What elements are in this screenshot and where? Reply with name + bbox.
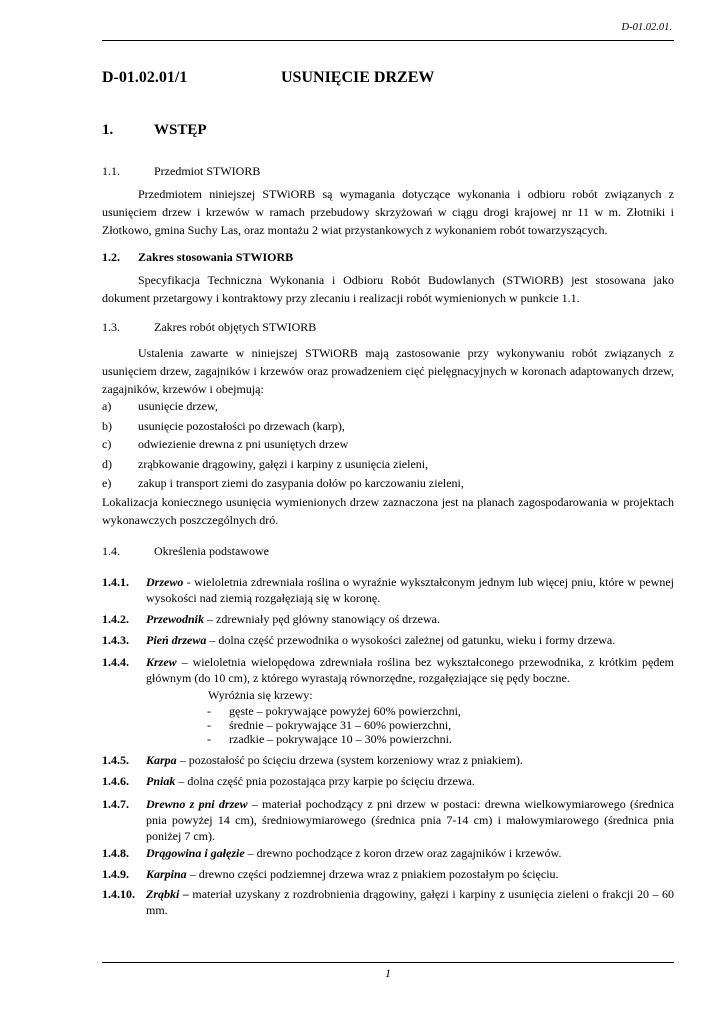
paragraph-location-note: Lokalizacja koniecznego usunięcia wymienionych drzew zaznaczona jest na planach zagospodarowania w projektach wykonawczych poszczególnych dró. [102,495,674,527]
section-number: 1. [102,122,114,138]
title-code: D-01.02.01/1 [102,69,188,86]
definition-1-4-9: 1.4.9. Karpina – drewno części podziemnej drzewa wraz z pniakiem pozostałym po ścięciu. [102,867,559,881]
header-rule [102,40,674,41]
subsection-title: Zakres stosowania STWIORB [138,250,294,264]
subsection-title: Określenia podstawowe [154,544,269,558]
paragraph-1-3: Ustalenia zawarte w niniejszej STWiORB mają zastosowanie przy wykonywaniu robót związanych z usunięciem drzew, zagajników i krzewów oraz prowadzeniem cięć pielęgnacyjnych w koronach adaptowanych drzew, zagajników, krzewów i obejmują: [102,346,674,396]
definition-1-4-1: 1.4.1. Drzewo - wieloletnia zdrewniała roślina o wyraźnie wykształconym jednym lub więcej pniu, które w pewnej wysokości nad ziemią rozgałęziają się w koronę. [102,575,674,605]
definition-1-4-3: 1.4.3. Pień drzewa – dolna część przewodnika o wysokości zależnej od gatunku, wieku i formy drzewa. [102,633,616,647]
definition-1-4-10: 1.4.10. Zrąbki – materiał uzyskany z rozdrobnienia drągowiny, gałęzi i karpiny z usunięcia zieleni o frakcji 20 – 60 mm. [102,887,674,917]
page-number: 1 [385,966,391,980]
definition-1-4-4: 1.4.4. Krzew – wieloletnia wielopędowa zdrewniała roślina bez wykształconego przewodnika, z krótkim pędem głównym (do 10 cm), z którego wyrastają równorzędne, rozgałęziające się pędy boczne. [102,655,674,685]
footer-rule [102,962,674,963]
header-doc-code: D-01.02.01. [621,22,672,33]
subsection-number: 1.2. [102,250,120,264]
definition-1-4-7: 1.4.7. Drewno z pni drzew – materiał pochodzący z pni drzew w postaci: drewna wielkowymiarowego (średnica pnia powyżej 14 cm), średniowymiarowego (średnica pnia 7-14 cm) i małowymiarowego (średnica pnia poniżej 7 cm). [102,797,674,843]
paragraph-1-1: Przedmiotem niniejszej STWiORB są wymagania dotyczące wykonania i odbioru robót związanych z usunięciem drzew i krzewów w ramach przebudowy skrzyżowań w ciągu drogi krajowej nr 11 w m. Złotniki i Złotkowo, gmina Suchy Las, oraz montażu 2 wiat przystankowych z wykonaniem robót towarzyszących. [102,187,674,237]
definition-1-4-2: 1.4.2. Przewodnik – zdrewniały pęd główny stanowiący oś drzewa. [102,612,440,626]
section-title: WSTĘP [154,122,207,138]
subsection-number: 1.4. [102,544,120,558]
subsection-title: Zakres robót objętych STWIORB [154,320,317,334]
subsection-title: Przedmiot STWIORB [154,164,261,178]
definition-1-4-5: 1.4.5. Karpa – pozostałość po ścięciu drzewa (system korzeniowy wraz z pniakiem). [102,753,523,767]
definition-1-4-8: 1.4.8. Drągowina i gałęzie – drewno pochodzące z koron drzew oraz zagajników i krzewów. [102,846,562,860]
definition-1-4-6: 1.4.6. Pniak – dolna część pnia pozostająca przy karpie po ścięciu drzewa. [102,774,475,788]
subsection-number: 1.1. [102,164,120,178]
shrub-types-intro: Wyróżnia się krzewy: [208,688,313,702]
subsection-number: 1.3. [102,320,120,334]
paragraph-1-2: Specyfikacja Techniczna Wykonania i Odbioru Robót Budowlanych (STWiORB) jest stosowana jako dokument przetargowy i kontraktowy przy zlecaniu i realizacji robót wymienionych w punkcie 1.1. [102,273,674,305]
title-name: USUNIĘCIE DRZEW [281,69,435,86]
